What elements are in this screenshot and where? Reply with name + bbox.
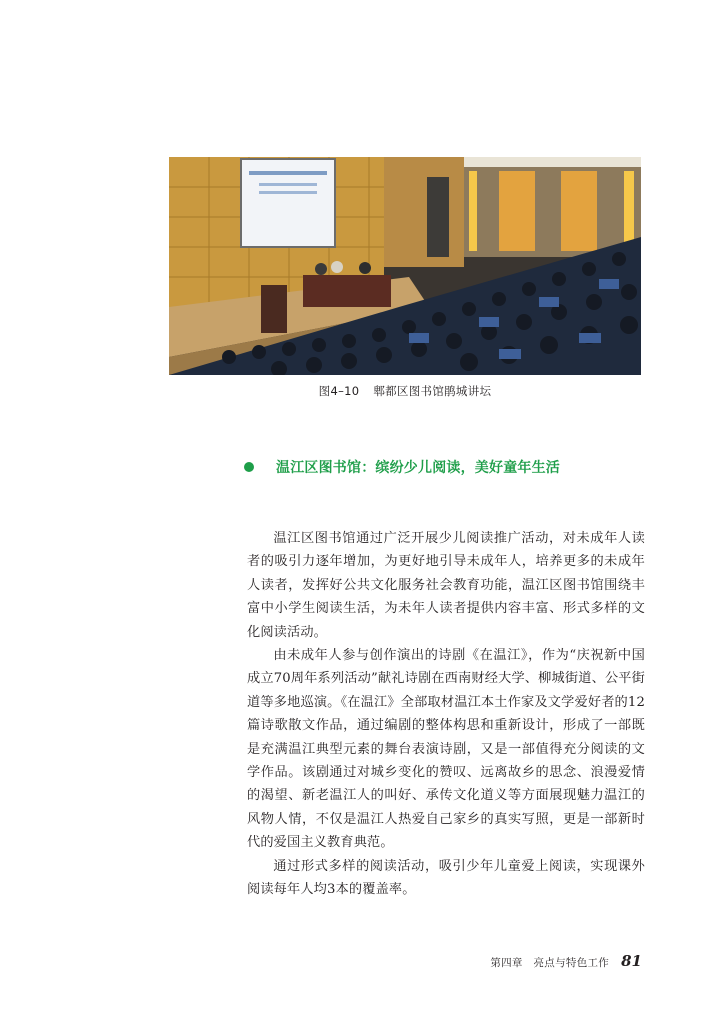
paragraph-1: 温江区图书馆通过广泛开展少儿阅读推广活动，对未成年人读者的吸引力逐年增加，为更好地引导未成年人，培养更多的未成年人读者，发挥好公共文化服务社会教育功能，温江区图书馆围绕丰富中小学生阅读生活，为未年人读者提供内容丰富、形式多样的文化阅读活动。 <box>247 531 645 640</box>
paragraph-2: 由未成年人参与创作演出的诗剧《在温江》，作为“庆祝新中国成立70周年系列活动”献礼诗剧在西南财经大学、柳城街道、公平街道等多地巡演。《在温江》全部取材温江本土作家及文学爱好者的12篇诗歌散文作品，通过编剧的整体构思和重新设计，形成了一部既是充满温江典型元素的舞台表演诗剧，又是一部值得充分阅读的文学作品。该剧通过对城乡变化的赞叹、远离故乡的思念、浪漫爱情的渴望、新老温江人的叫好、承传文化道义等方面展现魅力温江的风物人情，不仅是温江人热爱自己家乡的真实写照，更是一部新时代的爱国主义教育典范。 <box>247 648 645 851</box>
figure-number: 图4–10 <box>318 384 360 398</box>
paragraph-3: 通过形式多样的阅读活动，吸引少年儿童爱上阅读，实现课外阅读每年人均3本的覆盖率。 <box>247 858 645 898</box>
figure-caption <box>169 383 641 399</box>
lecture-hall-photo <box>169 157 641 375</box>
page-footer <box>490 952 642 970</box>
chapter-label: 第四章 亮点与特色工作 <box>490 957 610 969</box>
figure-caption-text: 郫都区图书馆鹃城讲坛 <box>373 384 492 398</box>
bullet-dot-icon <box>244 462 254 472</box>
body-text <box>247 527 645 902</box>
section-heading <box>244 455 664 479</box>
page-number: 81 <box>621 952 642 970</box>
section-title: 温江区图书馆：缤纷少儿阅读，美好童年生活 <box>276 460 560 476</box>
